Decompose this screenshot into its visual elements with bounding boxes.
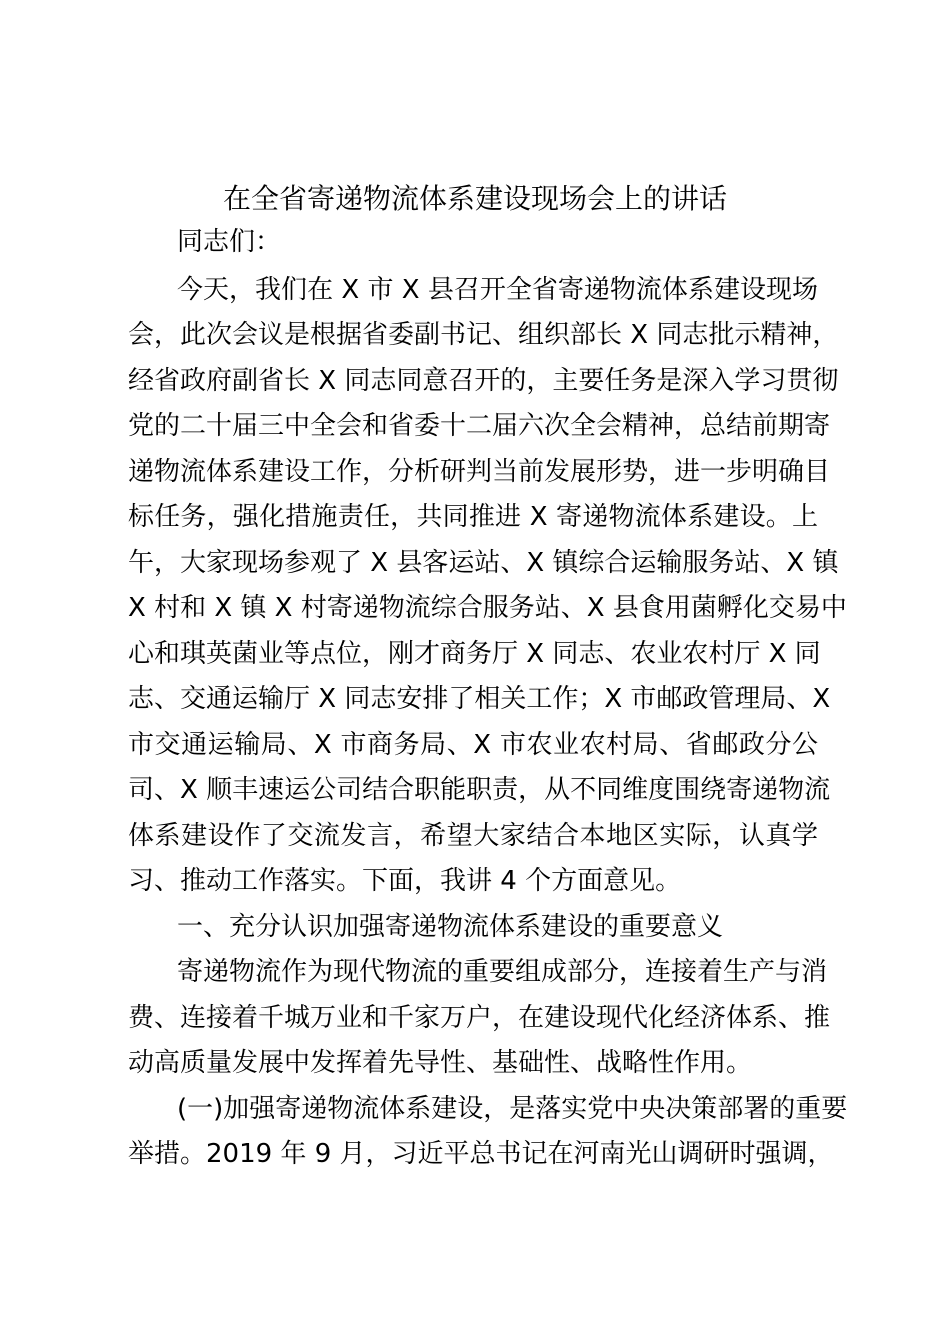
paragraph-line: 市交通运输局、X 市商务局、X 市农业农村局、省邮政分公 — [128, 730, 818, 760]
paragraph-line: 举措。2019 年 9 月，习近平总书记在河南光山调研时强调， — [128, 1139, 834, 1169]
paragraph-line: 经省政府副省长 X 同志同意召开的，主要任务是深入学习贯彻 — [128, 366, 839, 396]
paragraph-line: 寄递物流作为现代物流的重要组成部分，连接着生产与消 — [177, 957, 828, 987]
paragraph-line: 今天，我们在 X 市 X 县召开全省寄递物流体系建设现场 — [177, 275, 818, 305]
document-title: 在全省寄递物流体系建设现场会上的讲话 — [222, 182, 727, 215]
paragraph-line: 党的二十届三中全会和省委十二届六次全会精神，总结前期寄 — [128, 411, 831, 441]
paragraph-line: 习、推动工作落实。下面，我讲 4 个方面意见。 — [128, 866, 682, 896]
paragraph-line: 递物流体系建设工作，分析研判当前发展形势，进一步明确目 — [128, 457, 831, 487]
paragraph-line: 标任务，强化措施责任，共同推进 X 寄递物流体系建设。上 — [128, 502, 818, 532]
salutation: 同志们： — [177, 227, 282, 257]
paragraph-line: 体系建设作了交流发言，希望大家结合本地区实际，认真学 — [128, 821, 818, 851]
paragraph-line: 动高质量发展中发挥着先导性、基础性、战略性作用。 — [128, 1048, 753, 1078]
paragraph-line: 会，此次会议是根据省委副书记、组织部长 X 同志批示精神， — [128, 320, 839, 350]
paragraph-line: 费、连接着千城万业和千家万户，在建设现代化经济体系、推 — [128, 1003, 831, 1033]
paragraph-line: 心和琪英菌业等点位，刚才商务厅 X 同志、农业农村厅 X 同 — [128, 639, 821, 669]
paragraph-line: (一)加强寄递物流体系建设，是落实党中央决策部署的重要 — [177, 1094, 848, 1124]
paragraph-line: X 村和 X 镇 X 村寄递物流综合服务站、X 县食用菌孵化交易中 — [128, 593, 847, 623]
paragraph-line: 志、交通运输厅 X 同志安排了相关工作；X 市邮政管理局、X — [128, 684, 831, 714]
paragraph-line: 午，大家现场参观了 X 县客运站、X 镇综合运输服务站、X 镇 — [128, 548, 839, 578]
section-heading: 一、充分认识加强寄递物流体系建设的重要意义 — [177, 912, 724, 942]
paragraph-line: 司、X 顺丰速运公司结合职能职责，从不同维度围绕寄递物流 — [128, 775, 831, 805]
